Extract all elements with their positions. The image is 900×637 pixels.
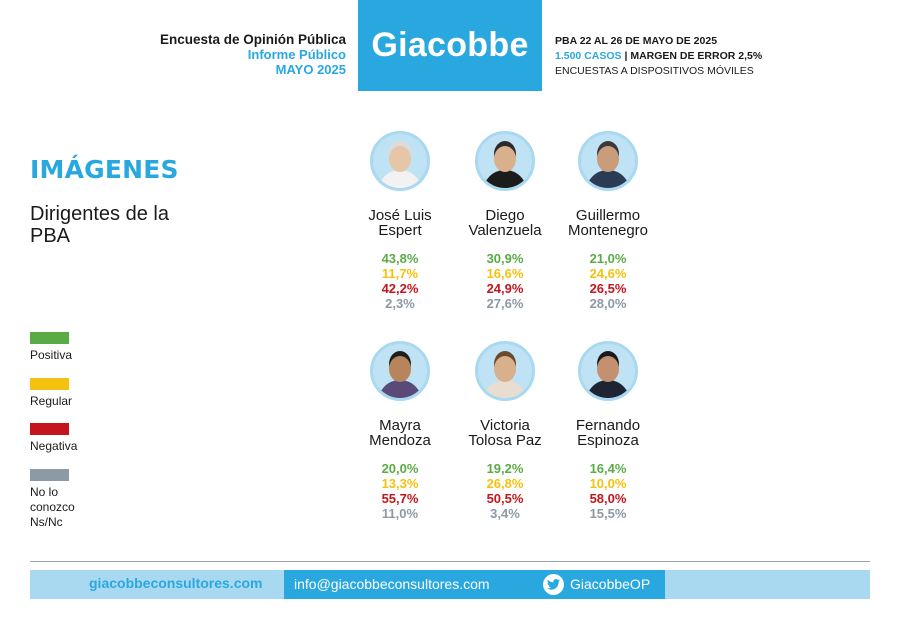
info-location-date: PBA 22 AL 26 DE MAYO DE 2025	[555, 35, 718, 47]
value-negativa: 50,5%	[486, 491, 524, 506]
legend-label: Positiva	[30, 348, 73, 362]
avatar	[370, 341, 430, 401]
report-header	[160, 32, 346, 77]
avatar	[475, 131, 535, 191]
brand-logo	[358, 0, 542, 91]
value-regular: 16,6%	[486, 266, 524, 281]
brand-name: Giacobbe	[371, 26, 529, 64]
value-regular: 13,3%	[381, 476, 419, 491]
value-no-conoce: 27,6%	[486, 296, 524, 311]
avatar	[370, 131, 430, 191]
section-title: IMÁGENES	[30, 155, 179, 184]
twitter-handle: GiacobbeOP	[570, 576, 651, 592]
report-title: Encuesta de Opinión Pública	[159, 32, 346, 47]
value-positiva: 21,0%	[589, 251, 627, 266]
candidate-name: Diego Valenzuela	[468, 207, 542, 239]
legend-label: Negativa	[30, 439, 78, 453]
footer-bar	[30, 570, 870, 599]
report-date: MAYO 2025	[275, 62, 346, 77]
legend-item	[30, 469, 75, 530]
candidate-values	[543, 461, 673, 521]
value-no-conoce: 11,0%	[381, 506, 419, 521]
info-cases: 1.500 CASOS	[555, 50, 622, 62]
avatar	[578, 341, 638, 401]
candidate-name: José Luis Espert	[368, 207, 432, 239]
candidate-name: Victoria Tolosa Paz	[468, 417, 542, 449]
value-positiva: 16,4%	[589, 461, 627, 476]
website-link[interactable]: giacobbeconsultores.com	[89, 575, 263, 591]
value-negativa: 55,7%	[381, 491, 419, 506]
value-negativa: 58,0%	[589, 491, 627, 506]
value-no-conoce: 3,4%	[490, 506, 520, 521]
value-negativa: 26,5%	[589, 281, 627, 296]
value-regular: 10,0%	[589, 476, 627, 491]
legend-label: No lo conozco Ns/Nc	[30, 485, 75, 529]
value-no-conoce: 15,5%	[589, 506, 627, 521]
value-no-conoce: 28,0%	[589, 296, 627, 311]
value-negativa: 24,9%	[486, 281, 524, 296]
twitter-bird-icon	[543, 574, 564, 595]
twitter-link[interactable]	[530, 570, 665, 599]
legend-swatch	[30, 469, 69, 481]
candidate-name: Mayra Mendoza	[369, 417, 431, 449]
value-positiva: 30,9%	[486, 251, 524, 266]
footer-divider	[30, 561, 870, 562]
candidate-card	[543, 341, 673, 521]
avatar	[578, 131, 638, 191]
candidate-card	[543, 131, 673, 311]
value-positiva: 43,8%	[381, 251, 419, 266]
legend-item	[30, 332, 72, 363]
survey-info: PBA 22 AL 26 DE MAYO DE 2025 1.500 CASOS | MARGEN DE ERROR 2,5% ENCUESTAS A DISPOSITIVOS MÓVILES	[555, 35, 763, 77]
value-no-conoce: 2,3%	[385, 296, 415, 311]
value-regular: 11,7%	[381, 266, 419, 281]
report-subtitle: Informe Público	[247, 47, 346, 62]
value-regular: 24,6%	[589, 266, 627, 281]
legend-swatch	[30, 378, 69, 390]
legend-swatch	[30, 423, 69, 435]
candidate-values	[543, 251, 673, 311]
info-margin: MARGEN DE ERROR 2,5%	[630, 50, 763, 62]
legend-item	[30, 423, 77, 454]
email-link[interactable]: info@giacobbeconsultores.com	[284, 570, 530, 599]
avatar	[475, 341, 535, 401]
legend-item	[30, 378, 72, 409]
value-positiva: 20,0%	[381, 461, 419, 476]
legend-swatch	[30, 332, 69, 344]
candidate-name: Guillermo Montenegro	[567, 207, 649, 239]
candidate-name: Fernando Espinoza	[575, 417, 641, 449]
value-negativa: 42,2%	[381, 281, 419, 296]
info-method: ENCUESTAS A DISPOSITIVOS MÓVILES	[555, 65, 754, 77]
value-positiva: 19,2%	[486, 461, 524, 476]
value-regular: 26,8%	[486, 476, 524, 491]
section-subtitle: Dirigentes de la PBA	[30, 203, 169, 247]
legend-label: Regular	[30, 394, 73, 408]
